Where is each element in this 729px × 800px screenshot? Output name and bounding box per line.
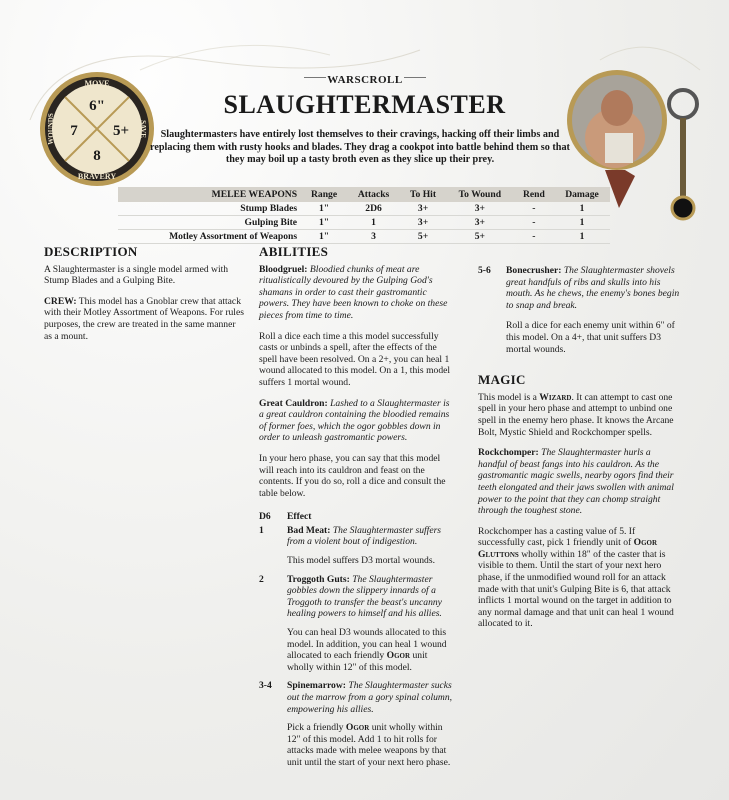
col-header-to-hit: To Hit (400, 187, 446, 202)
effect-flavour: The Slaughtermaster suffers from a violent bout of indigestion. (287, 524, 442, 548)
bloodgruel-flavour: Bloodied chunks of meat are ritualistically devoured by the Gulping God's shamans in order to cast their gastromantic powers. They have been known to choke on these pieces from time to time. (259, 263, 448, 321)
warscroll-label-block (310, 70, 420, 88)
bloodgruel-rule: Roll a dice each time a this model successfully casts or unbinds a spell, after the effects of the spell have been resolved. On a 2+, you can heal 1 wound allocated to this model. On a 1, this model suffers 1 mortal wound. (259, 330, 451, 388)
wounds-value: 7 (70, 123, 78, 139)
weapon-to-wound: 3+ (446, 202, 514, 216)
weapon-to-wound: 3+ (446, 216, 514, 230)
col-header-damage: Damage (554, 187, 610, 202)
description-text: A Slaughtermaster is a single model armed with Stump Blades and a Gulping Bite. (44, 263, 229, 287)
rockchomper-rule-a: Rockchomper has a casting value of 5. If successfully cast, pick 1 friendly unit of (478, 525, 636, 549)
effect-flavour-paragraph (287, 525, 454, 548)
crew-label: CREW: (44, 295, 77, 307)
effect-rule-a: You can heal D3 wounds allocated to this model. In addition, you can heal 1 wound allocated to each friendly (287, 627, 447, 662)
effect-rule: Roll a dice for each enemy unit within 6" of this model. On a 4+, that unit suffers D3 mortal wounds. (506, 320, 675, 355)
effect-rule-b: unit wholly within 12" of this model. (287, 650, 428, 673)
weapon-name: Motley Assortment of Weapons (118, 230, 301, 244)
weapon-range: 1" (301, 202, 347, 216)
weapon-to-wound: 5+ (446, 230, 514, 244)
rockchomper-rule-paragraph (478, 526, 680, 630)
roll-value: 5-6 (478, 265, 491, 276)
move-label: MOVE (84, 79, 110, 88)
abilities-column (259, 246, 454, 776)
ribbon-line-left (304, 77, 326, 78)
effect-flavour: The Slaughtermaster shovels great handfuls of ribs and skulls into his mouth. As he chews, the enemy's bones begin to snap and break. (506, 265, 680, 311)
col-header-weapon: MELEE WEAPONS (118, 187, 301, 202)
effect-body (287, 680, 454, 775)
warscroll-label: WARSCROLL (327, 74, 403, 86)
col-header-rend: Rend (514, 187, 554, 202)
cauldron-table-row (259, 680, 454, 775)
weapon-attacks: 3 (347, 230, 400, 244)
weapon-attacks: 1 (347, 216, 400, 230)
effect-body (287, 525, 454, 574)
effect-name: Spinemarrow: (287, 680, 346, 692)
rockchomper-rule-b: wholly within 18" of the caster that is visible to them. Until the start of your next hero phase, if the unmodified wound roll for an attack made with that unit's Gulping Bite is 6, that attack inflicts 1 mortal wound on the target in addition to any normal damage and that unit can heal 1 wound allocated to it. (478, 548, 674, 630)
abilities-heading: ABILITIES (259, 244, 329, 259)
cauldron-table-row (478, 265, 680, 364)
bloodgruel-name: Bloodgruel: (259, 263, 308, 275)
weapon-range: 1" (301, 216, 347, 230)
weapon-attacks: 2D6 (347, 202, 400, 216)
description-column (44, 246, 244, 351)
weapon-rend: - (514, 202, 554, 216)
weapon-name: Stump Blades (118, 202, 301, 216)
table-row (118, 230, 610, 244)
save-label: SAVE (139, 120, 147, 138)
effect-rule-b: unit wholly within 12" of this model. Add 1 to hit rolls for attacks made with melee weapons by that unit until the start of your next hero phase. (287, 722, 451, 768)
weapon-to-hit: 3+ (400, 202, 446, 216)
cauldron-flavour-paragraph (259, 398, 454, 444)
roll-value: 2 (259, 573, 264, 585)
description-heading: DESCRIPTION (44, 244, 138, 259)
cauldron-table-header (259, 511, 454, 523)
stat-dial (38, 70, 156, 188)
crew-paragraph (44, 296, 244, 342)
col-header-attacks: Attacks (347, 187, 400, 202)
weapon-range: 1" (301, 230, 347, 244)
weapons-header-row (118, 187, 610, 202)
ogor-gluttons-keyword: Ogor Gluttons (478, 537, 658, 560)
cauldron-table-row (259, 574, 454, 681)
effect-flavour: The Slaughtermaster sucks out the marrow from a gory spinal column, empowering his allies. (287, 680, 453, 715)
melee-weapons-table (118, 187, 610, 244)
weapon-damage: 1 (554, 216, 610, 230)
cauldron-table-row (259, 525, 454, 574)
bravery-label: BRAVERY (77, 172, 117, 181)
effect-body (506, 265, 680, 364)
effect-flavour: The Slaughtermaster gobbles down the slippery innards of a Troggoth to transfer the beast's uncanny healing powers to himself and his allies. (287, 573, 442, 620)
magic-text-b: . It can attempt to cast one spell in your hero phase and attempt to unbind one spell in the enemy hero phase. It knows the Arcane Bolt, Mystic Shield and Rockchomper spells. (478, 391, 674, 438)
effect-name: Bad Meat: (287, 524, 331, 536)
effect-flavour-paragraph (287, 680, 454, 715)
weapon-rend: - (514, 230, 554, 244)
intro-text: Slaughtermasters have entirely lost themselves to their cravings, hacking off their limbs and replacing them with rusty hooks and blades. They drag a cookpot into battle behind them so that they may boil up a tasty broth even as they slice up their prey. (150, 129, 570, 165)
cauldron-name: Great Cauldron: (259, 397, 328, 409)
page-title: SLAUGHTERMASTER (223, 90, 506, 119)
roll-value: 1 (259, 524, 264, 536)
rockchomper-flavour: The Slaughtermaster hurls a handful of beast fangs into his cauldron. As the gastromantic magic swells, nearby ogors find their teeth elongated and their jaws swollen with animal power to the point that they can chomp straight through the toughest stone. (478, 447, 674, 517)
effect-header: Effect (287, 511, 312, 523)
bravery-value: 8 (93, 148, 101, 164)
effect-flavour-paragraph (287, 574, 454, 620)
wizard-keyword: Wizard (539, 391, 572, 403)
col-header-to-wound: To Wound (446, 187, 514, 202)
magic-heading: MAGIC (478, 372, 526, 388)
rockchomper-name: Rockchomper: (478, 447, 539, 459)
magic-text-a: This model is a (478, 391, 537, 403)
bloodgruel-flavour-paragraph (259, 264, 454, 322)
effect-flavour-paragraph (506, 265, 680, 311)
col-header-range: Range (301, 187, 347, 202)
ogor-keyword: Ogor (345, 722, 370, 734)
weapon-damage: 1 (554, 202, 610, 216)
weapon-to-hit: 5+ (400, 230, 446, 244)
weapon-damage: 1 (554, 230, 610, 244)
save-value: 5+ (112, 123, 130, 139)
weapon-to-hit: 3+ (400, 216, 446, 230)
table-row (118, 216, 610, 230)
effect-name: Bonecrusher: (506, 265, 562, 276)
weapon-rend: - (514, 216, 554, 230)
table-row (118, 202, 610, 216)
effect-name: Troggoth Guts: (287, 573, 350, 585)
right-column (478, 265, 680, 639)
rockchomper-flavour-paragraph (478, 447, 680, 517)
crew-text: This model has a Gnoblar crew that attack with their Motley Assortment of Weapons. For rules purposes, the crew are treated in the same manner as a mount. (44, 295, 244, 342)
effect-rule: This model suffers D3 mortal wounds. (287, 555, 435, 567)
cauldron-table (259, 511, 454, 775)
effect-rule-paragraph (287, 722, 454, 768)
cauldron-rule: In your hero phase, you can say that this model will reach into its cauldron and feast on the contents. If you do so, roll a dice and consult the table below. (259, 452, 446, 499)
d6-header: D6 (259, 511, 271, 523)
magic-paragraph (478, 392, 680, 438)
effect-rule-a: Pick a friendly (287, 722, 344, 734)
effect-body (287, 574, 454, 681)
move-value: 6" (89, 98, 105, 114)
wounds-label: WOUNDS (47, 113, 55, 145)
ribbon-line-right (404, 77, 426, 78)
roll-value: 3-4 (259, 680, 272, 692)
effect-rule-paragraph (287, 627, 454, 673)
cauldron-flavour: Lashed to a Slaughtermaster is a great cauldron containing the bloodied remains of former foes, which the ogor gobbles down in order to unleash gastromantic powers. (259, 397, 450, 444)
ogor-keyword: Ogor (386, 650, 411, 662)
weapon-name: Gulping Bite (118, 216, 301, 230)
